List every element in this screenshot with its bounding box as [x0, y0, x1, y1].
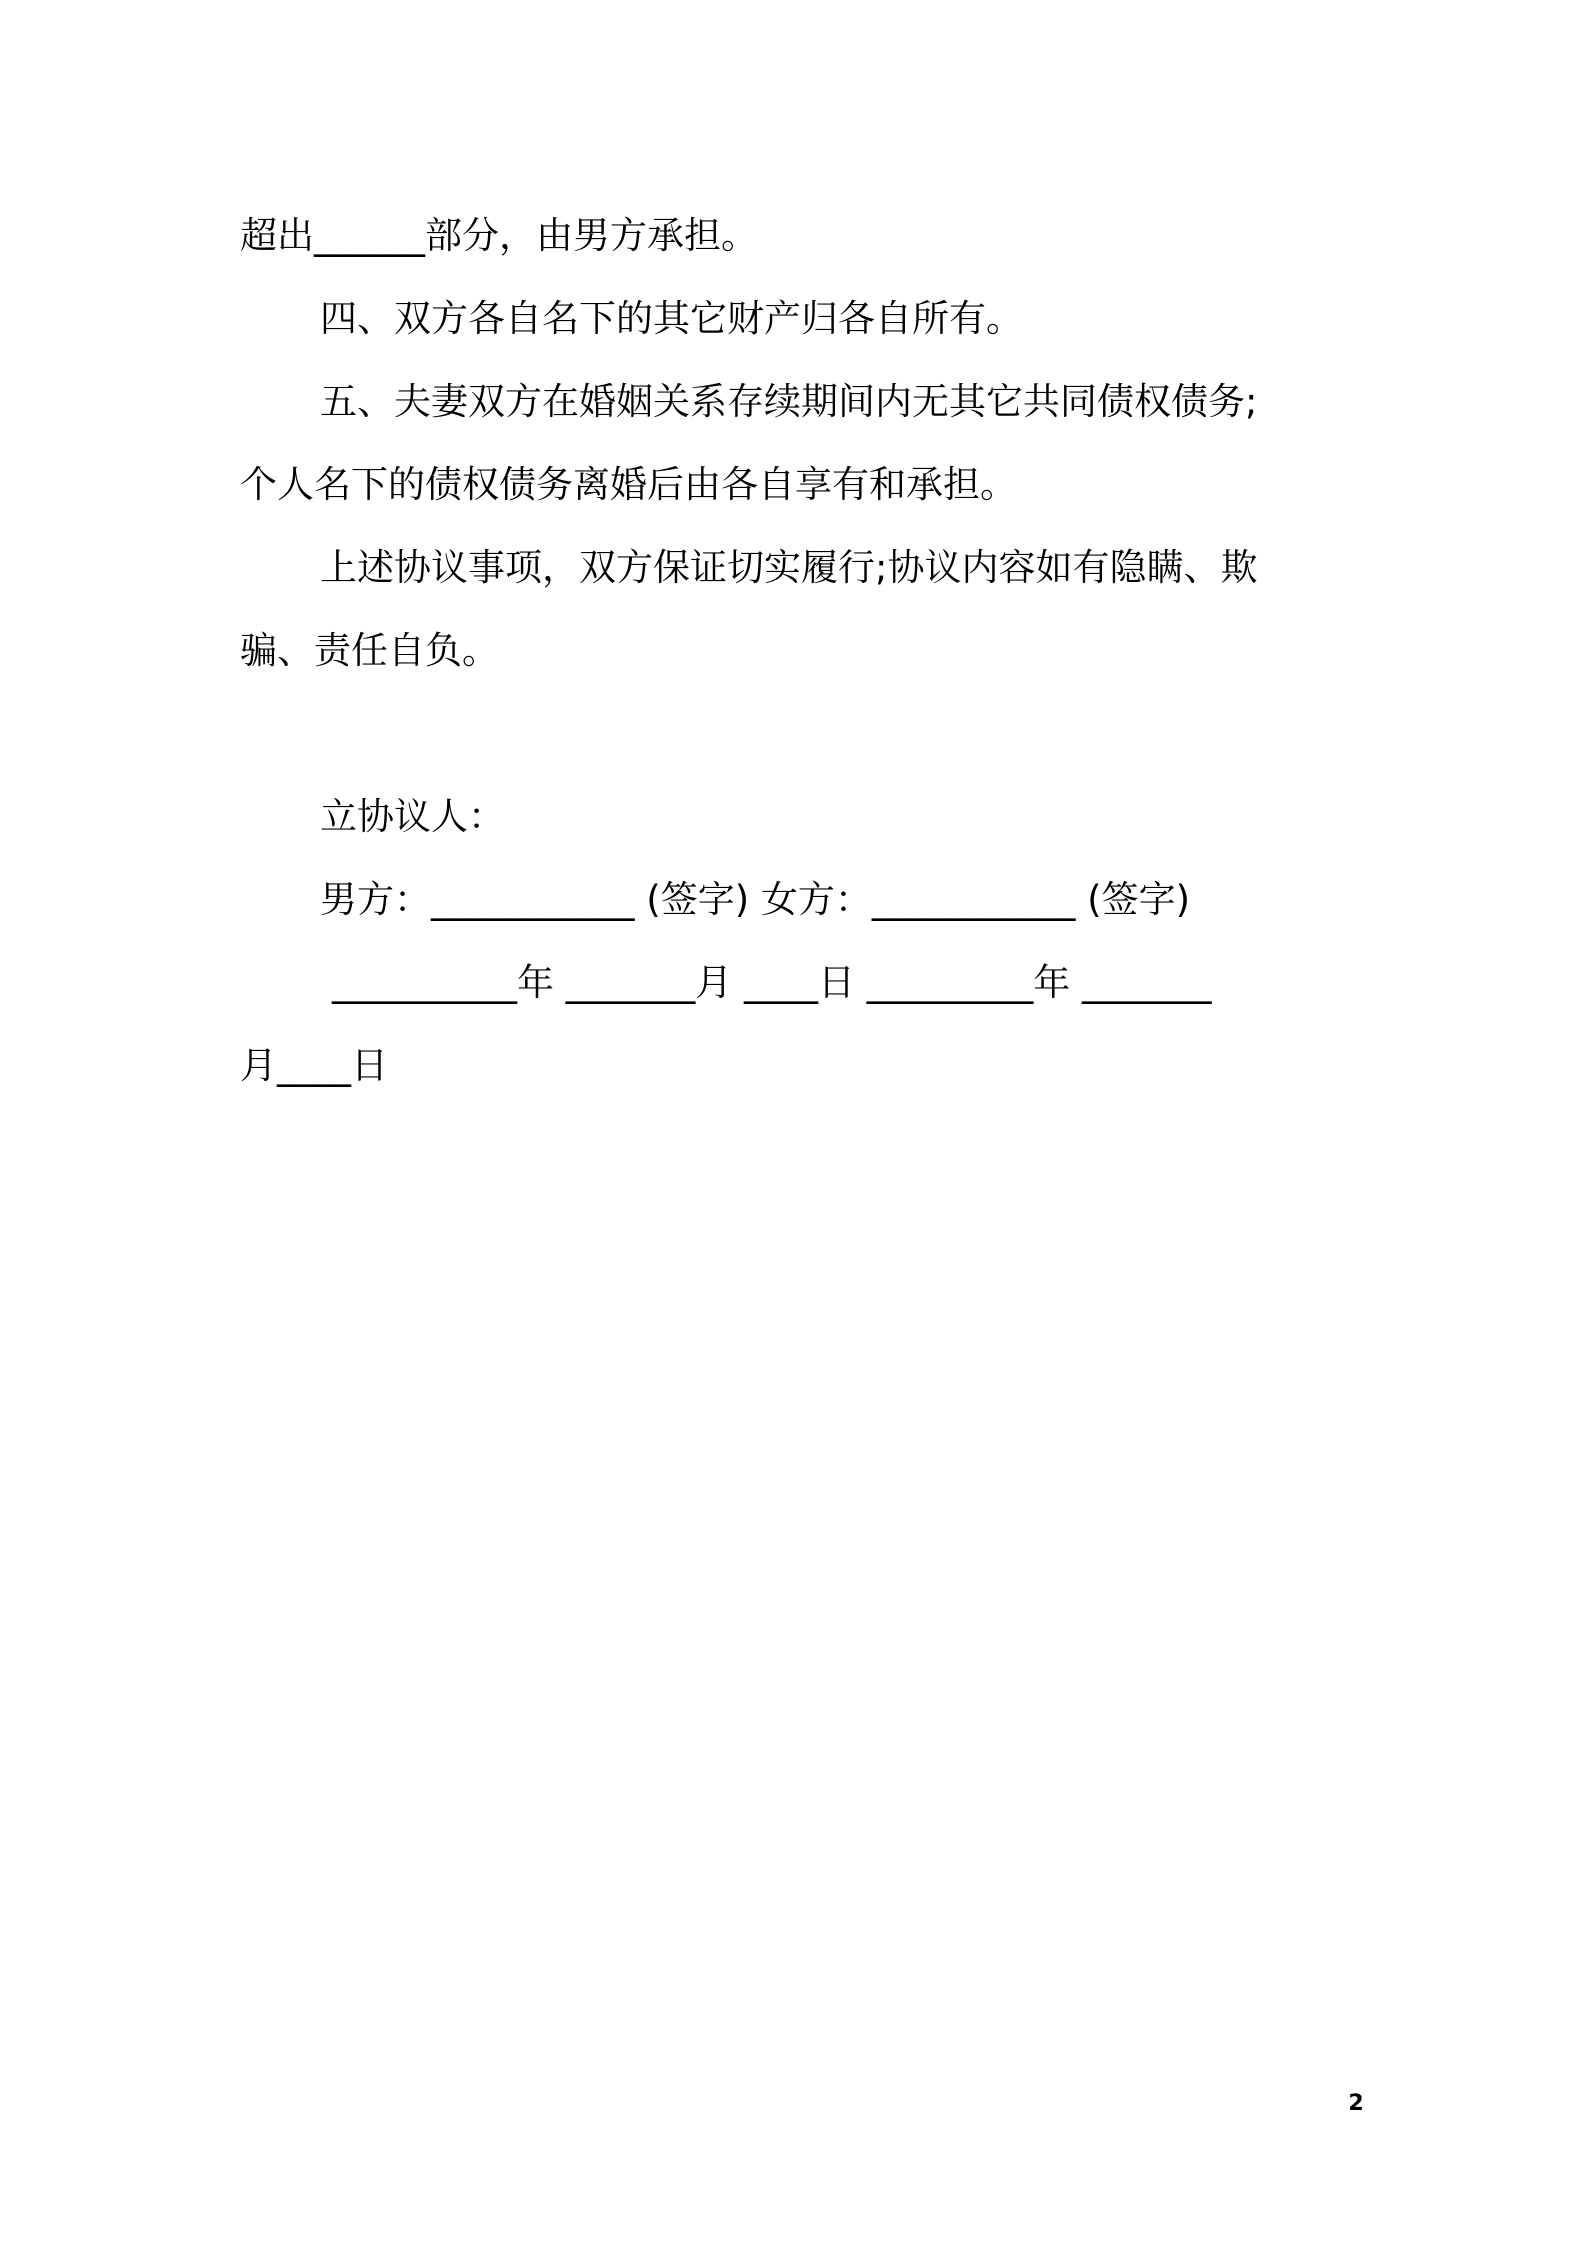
signature-date-line-end: 月____日	[240, 1044, 388, 1087]
document-body	[240, 194, 1360, 1107]
signature-date-line: __________年 _______月 ____日 _________年 _______	[332, 961, 1212, 1004]
blank-gap	[240, 692, 1360, 775]
paragraph-line-excess: 超出______部分，由男方承担。	[240, 214, 758, 257]
agreement-statement-line-2: 骗、责任自负。	[240, 629, 499, 672]
clause-five-line-2: 个人名下的债权债务离婚后由各自享有和承担。	[240, 463, 1017, 506]
agreement-statement-line-1: 上述协议事项，双方保证切实履行;协议内容如有隐瞒、欺	[320, 546, 1258, 589]
clause-five-line-1: 五、夫妻双方在婚姻关系存续期间内无其它共同债权债务;	[320, 380, 1258, 423]
signature-parties-line: 男方：___________ (签字) 女方：___________ (签字)	[320, 878, 1191, 921]
clause-four: 四、双方各自名下的其它财产归各自所有。	[320, 297, 1023, 340]
signatories-title: 立协议人：	[320, 795, 505, 838]
page-number: 2	[1348, 2091, 1364, 2116]
